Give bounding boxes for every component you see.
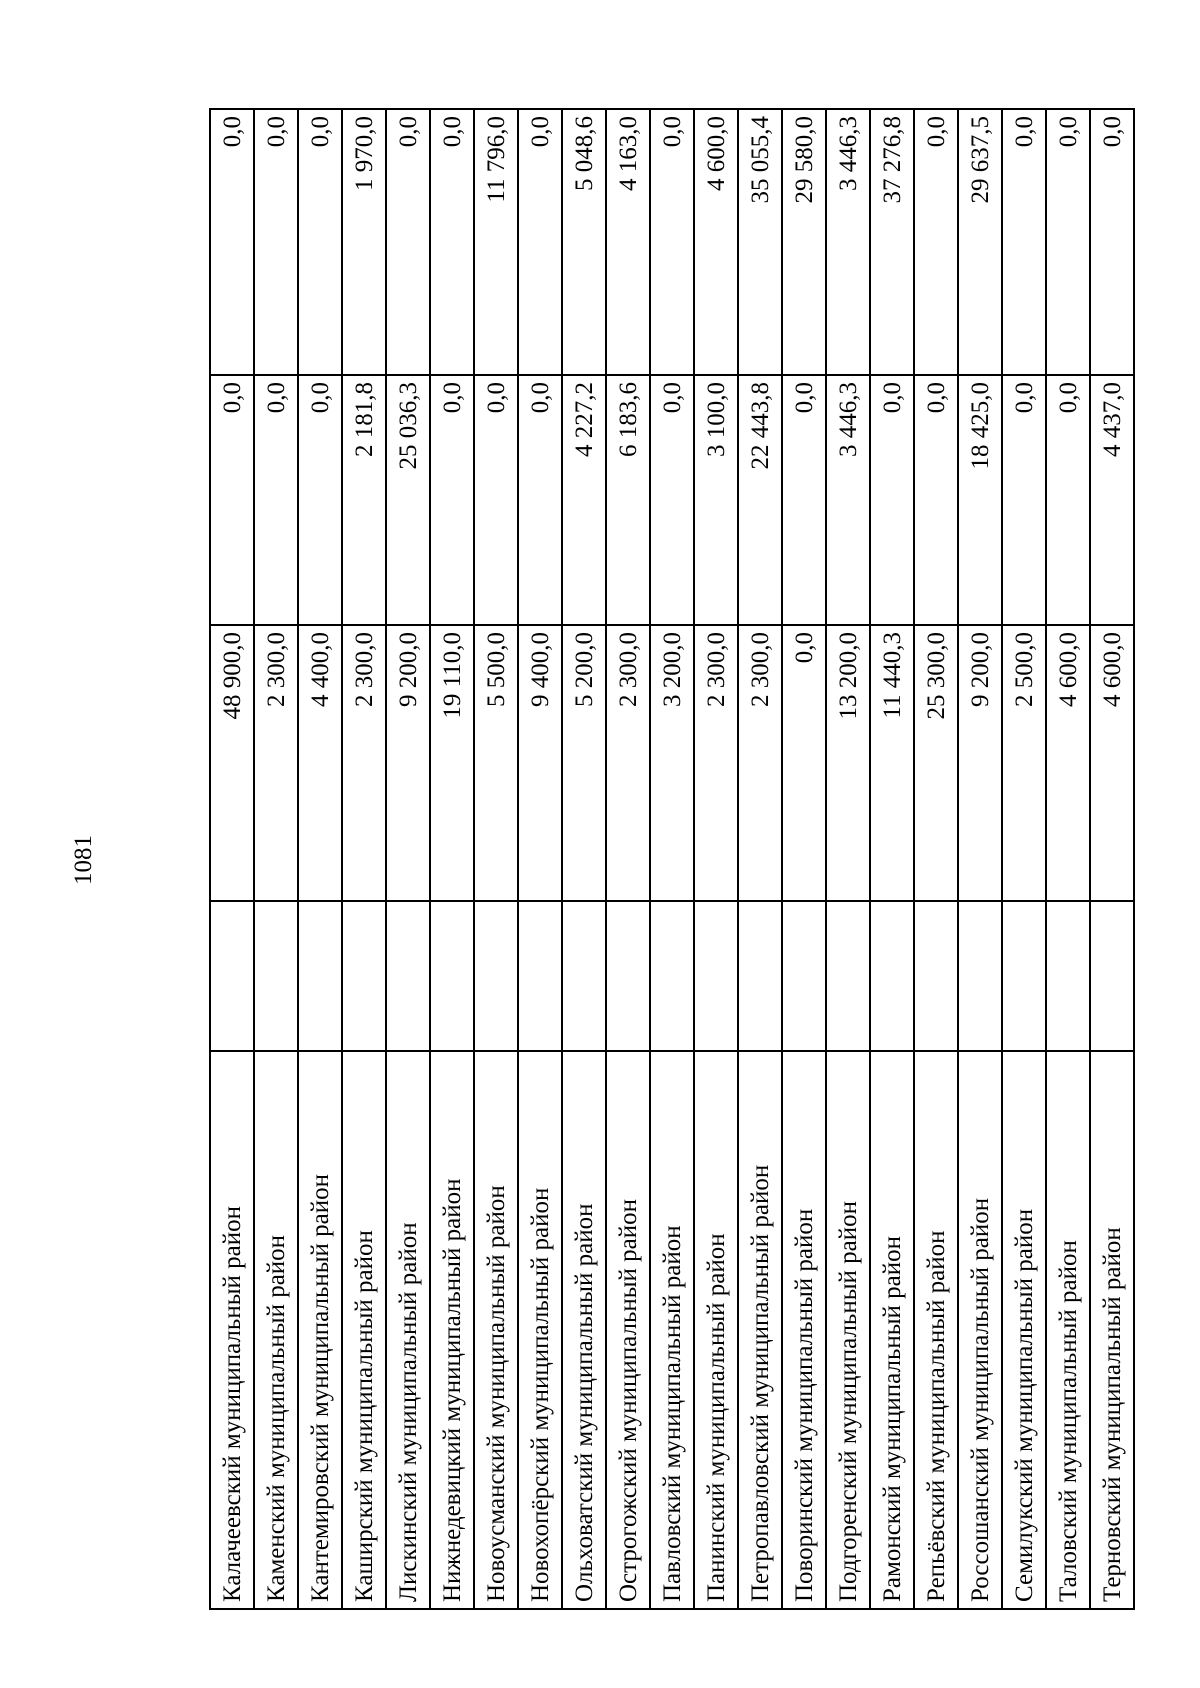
- value-cell-2: 6 183,6: [606, 375, 650, 625]
- empty-value-cell: [958, 901, 1002, 1051]
- value-cell-3: 0,0: [298, 109, 342, 375]
- district-name-cell: Каширский муниципальный район: [342, 1051, 386, 1609]
- empty-value-cell: [298, 901, 342, 1051]
- value-cell-3: 0,0: [650, 109, 694, 375]
- value-cell-1: 4 600,0: [1090, 625, 1134, 901]
- table-body: [210, 109, 1134, 1609]
- value-cell-1: 5 200,0: [562, 625, 606, 901]
- district-name-cell: Ольховатский муниципальный район: [562, 1051, 606, 1609]
- empty-value-cell: [870, 901, 914, 1051]
- value-cell-2: 0,0: [430, 375, 474, 625]
- empty-value-cell: [474, 901, 518, 1051]
- value-cell-3: 0,0: [210, 109, 254, 375]
- district-name-cell: Петропавловский муниципальный район: [738, 1051, 782, 1609]
- value-cell-3: 37 276,8: [870, 109, 914, 375]
- value-cell-3: 29 580,0: [782, 109, 826, 375]
- value-cell-2: 0,0: [870, 375, 914, 625]
- value-cell-3: 11 796,0: [474, 109, 518, 375]
- district-name-cell: Семилукский муниципальный район: [1002, 1051, 1046, 1609]
- value-cell-2: 0,0: [474, 375, 518, 625]
- table-row: [650, 109, 694, 1609]
- table-row: [782, 109, 826, 1609]
- table-row: [914, 109, 958, 1609]
- empty-value-cell: [342, 901, 386, 1051]
- value-cell-1: 2 300,0: [606, 625, 650, 901]
- empty-value-cell: [386, 901, 430, 1051]
- empty-value-cell: [650, 901, 694, 1051]
- empty-value-cell: [518, 901, 562, 1051]
- district-name-cell: Россошанский муниципальный район: [958, 1051, 1002, 1609]
- value-cell-1: 9 200,0: [386, 625, 430, 901]
- district-name-cell: Рамонский муниципальный район: [870, 1051, 914, 1609]
- value-cell-3: 0,0: [254, 109, 298, 375]
- table-row: [958, 109, 1002, 1609]
- table-row: [562, 109, 606, 1609]
- district-name-cell: Лискинский муниципальный район: [386, 1051, 430, 1609]
- page-number: 1081: [70, 835, 97, 885]
- empty-value-cell: [210, 901, 254, 1051]
- value-cell-2: 3 100,0: [694, 375, 738, 625]
- value-cell-2: 0,0: [298, 375, 342, 625]
- value-cell-1: 13 200,0: [826, 625, 870, 901]
- value-cell-2: 4 437,0: [1090, 375, 1134, 625]
- value-cell-3: 35 055,4: [738, 109, 782, 375]
- value-cell-1: 2 300,0: [694, 625, 738, 901]
- value-cell-2: 3 446,3: [826, 375, 870, 625]
- table-row: [474, 109, 518, 1609]
- empty-value-cell: [606, 901, 650, 1051]
- value-cell-3: 0,0: [914, 109, 958, 375]
- value-cell-1: 2 300,0: [254, 625, 298, 901]
- value-cell-1: 19 110,0: [430, 625, 474, 901]
- value-cell-1: 3 200,0: [650, 625, 694, 901]
- table-row: [1046, 109, 1090, 1609]
- value-cell-1: 9 200,0: [958, 625, 1002, 901]
- table-row: [870, 109, 914, 1609]
- value-cell-2: 0,0: [210, 375, 254, 625]
- value-cell-1: 4 600,0: [1046, 625, 1090, 901]
- district-name-cell: Калачеевский муниципальный район: [210, 1051, 254, 1609]
- district-name-cell: Поворинский муниципальный район: [782, 1051, 826, 1609]
- data-table: [209, 108, 1135, 1610]
- table-row: [518, 109, 562, 1609]
- value-cell-1: 9 400,0: [518, 625, 562, 901]
- value-cell-1: 2 500,0: [1002, 625, 1046, 901]
- table-row: [298, 109, 342, 1609]
- value-cell-2: 18 425,0: [958, 375, 1002, 625]
- empty-value-cell: [914, 901, 958, 1051]
- district-name-cell: Новоусманский муниципальный район: [474, 1051, 518, 1609]
- value-cell-2: 0,0: [782, 375, 826, 625]
- empty-value-cell: [1090, 901, 1134, 1051]
- value-cell-2: 0,0: [1002, 375, 1046, 625]
- district-name-cell: Панинский муниципальный район: [694, 1051, 738, 1609]
- district-name-cell: Кантемировский муниципальный район: [298, 1051, 342, 1609]
- value-cell-3: 3 446,3: [826, 109, 870, 375]
- value-cell-1: 5 500,0: [474, 625, 518, 901]
- value-cell-3: 4 600,0: [694, 109, 738, 375]
- empty-value-cell: [826, 901, 870, 1051]
- value-cell-2: 2 181,8: [342, 375, 386, 625]
- value-cell-2: 22 443,8: [738, 375, 782, 625]
- district-name-cell: Подгоренский муниципальный район: [826, 1051, 870, 1609]
- value-cell-1: 11 440,3: [870, 625, 914, 901]
- table-row: [1002, 109, 1046, 1609]
- district-name-cell: Каменский муниципальный район: [254, 1051, 298, 1609]
- empty-value-cell: [782, 901, 826, 1051]
- value-cell-2: 0,0: [1046, 375, 1090, 625]
- district-name-cell: Таловский муниципальный район: [1046, 1051, 1090, 1609]
- value-cell-3: 5 048,6: [562, 109, 606, 375]
- value-cell-3: 4 163,0: [606, 109, 650, 375]
- district-name-cell: Новохопёрский муниципальный район: [518, 1051, 562, 1609]
- value-cell-3: 0,0: [518, 109, 562, 375]
- empty-value-cell: [562, 901, 606, 1051]
- district-name-cell: Нижнедевицкий муниципальный район: [430, 1051, 474, 1609]
- value-cell-3: 29 637,5: [958, 109, 1002, 375]
- empty-value-cell: [1046, 901, 1090, 1051]
- value-cell-1: 2 300,0: [738, 625, 782, 901]
- table-row: [1090, 109, 1134, 1609]
- table-frame: [209, 110, 1126, 1610]
- value-cell-3: 0,0: [1046, 109, 1090, 375]
- value-cell-1: 4 400,0: [298, 625, 342, 901]
- table-row: [430, 109, 474, 1609]
- empty-value-cell: [1002, 901, 1046, 1051]
- value-cell-2: 4 227,2: [562, 375, 606, 625]
- value-cell-3: 0,0: [430, 109, 474, 375]
- value-cell-3: 1 970,0: [342, 109, 386, 375]
- value-cell-3: 0,0: [386, 109, 430, 375]
- district-name-cell: Репьёвский муниципальный район: [914, 1051, 958, 1609]
- district-name-cell: Острогожский муниципальный район: [606, 1051, 650, 1609]
- value-cell-2: 0,0: [914, 375, 958, 625]
- table-row: [606, 109, 650, 1609]
- table-row: [694, 109, 738, 1609]
- district-name-cell: Павловский муниципальный район: [650, 1051, 694, 1609]
- table-row: [386, 109, 430, 1609]
- rotated-table-container: [209, 110, 1126, 1610]
- empty-value-cell: [694, 901, 738, 1051]
- value-cell-2: 0,0: [518, 375, 562, 625]
- value-cell-2: 25 036,3: [386, 375, 430, 625]
- empty-value-cell: [738, 901, 782, 1051]
- value-cell-2: 0,0: [254, 375, 298, 625]
- table-row: [826, 109, 870, 1609]
- value-cell-3: 0,0: [1090, 109, 1134, 375]
- value-cell-1: 0,0: [782, 625, 826, 901]
- value-cell-1: 48 900,0: [210, 625, 254, 901]
- value-cell-1: 25 300,0: [914, 625, 958, 901]
- value-cell-2: 0,0: [650, 375, 694, 625]
- value-cell-1: 2 300,0: [342, 625, 386, 901]
- table-row: [738, 109, 782, 1609]
- value-cell-3: 0,0: [1002, 109, 1046, 375]
- table-row: [342, 109, 386, 1609]
- table-row: [254, 109, 298, 1609]
- empty-value-cell: [430, 901, 474, 1051]
- district-name-cell: Терновский муниципальный район: [1090, 1051, 1134, 1609]
- empty-value-cell: [254, 901, 298, 1051]
- table-row: [210, 109, 254, 1609]
